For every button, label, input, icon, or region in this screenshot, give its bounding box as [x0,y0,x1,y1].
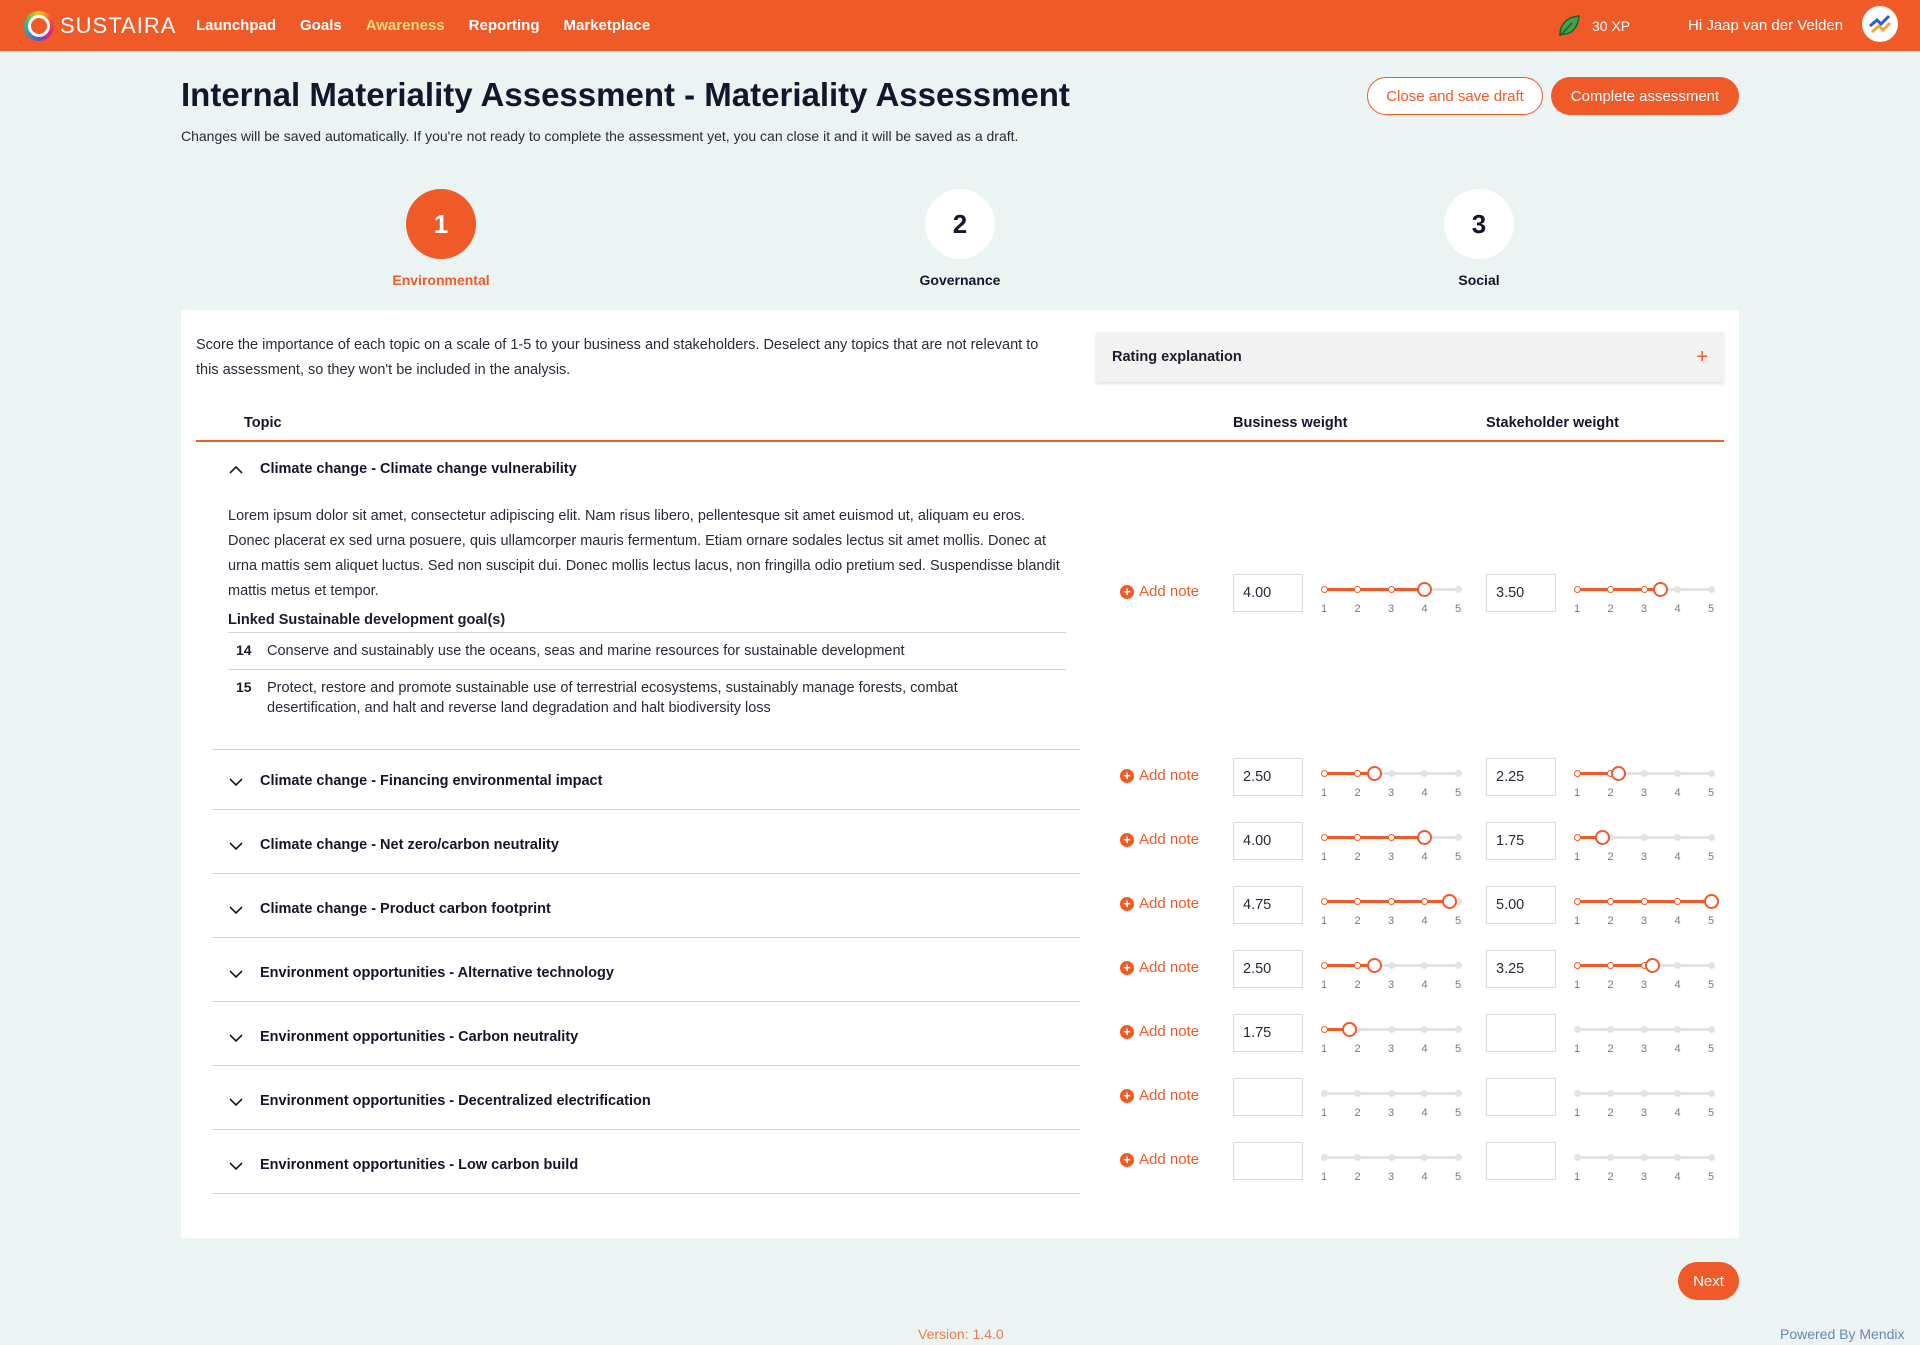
row-divider [212,873,1080,874]
slider-tick-label: 3 [1387,1043,1395,1055]
slider-step-dot [1708,1026,1715,1033]
add-note-button[interactable] [1120,1151,1199,1168]
slider-step-dot [1455,1090,1462,1097]
slider-tick-label: 1 [1320,851,1328,863]
slider-tick-label: 3 [1387,851,1395,863]
slider-step-dot [1641,1090,1648,1097]
xp-value: 30 XP [1592,18,1631,34]
chevron-down-icon[interactable] [228,1158,244,1174]
slider-tick-label: 1 [1573,1107,1581,1119]
brand-logo[interactable] [24,10,176,42]
slider-thumb[interactable] [1653,582,1668,597]
sdg-text: Protect, restore and promote sustainable use of terrestrial ecosystems, sustainably manage forests, combat desertification, and halt and reverse land degradation and halt biodiversity loss [267,680,958,716]
business-weight-slider[interactable] [1320,1149,1460,1185]
chevron-down-icon[interactable] [228,966,244,982]
sdg-divider [228,632,1066,633]
complete-assessment-button[interactable]: Complete assessment [1551,77,1739,115]
plus-circle-icon: + [1120,585,1134,599]
step-label: Social [1458,272,1500,288]
slider-tick-label: 3 [1387,979,1395,991]
slider-step-dot [1421,1026,1428,1033]
chevron-down-icon[interactable] [228,902,244,918]
slider-tick-label: 2 [1354,1171,1361,1183]
chevron-down-icon[interactable] [228,1094,244,1110]
slider-step-dot [1607,898,1614,905]
business-weight-input[interactable]: 1.75 [1233,1014,1303,1052]
slider-thumb[interactable] [1704,894,1719,909]
slider-tick-label: 2 [1354,1107,1361,1119]
step-governance[interactable] [860,189,1060,288]
page-title: Internal Materiality Assessment - Materiality Assessment [181,76,1070,113]
add-note-label: Add note [1139,583,1200,600]
slider-step-dot [1708,1090,1715,1097]
business-weight-slider[interactable] [1320,829,1460,865]
plus-circle-icon: + [1120,1025,1134,1039]
stakeholder-weight-input[interactable]: 1.75 [1486,822,1556,860]
slider-tick-label: 1 [1573,979,1581,991]
version-label: Version: 1.4.0 [918,1326,1004,1342]
slider-tick-label: 1 [1573,851,1581,863]
slider-step-dot [1641,1154,1648,1161]
slider-tick-label: 2 [1354,603,1361,615]
slider-tick-label: 4 [1421,1171,1428,1183]
business-weight-slider[interactable] [1320,581,1460,617]
slider-step-dot [1421,898,1428,905]
step-number: 1 [406,189,476,259]
slider-tick-label: 1 [1320,1043,1328,1055]
slider-thumb[interactable] [1367,766,1382,781]
row-divider [212,809,1080,810]
slider-tick-label: 5 [1707,979,1715,991]
slider-tick-label: 4 [1674,915,1681,927]
slider-tick-label: 1 [1320,603,1328,615]
slider-step-dot [1574,834,1581,841]
slider-fill [1577,588,1661,591]
slider-step-dot [1674,962,1681,969]
slider-tick-label: 5 [1454,1043,1462,1055]
business-weight-input[interactable]: 4.00 [1233,574,1303,612]
slider-step-dot [1421,770,1428,777]
slider-tick-label: 5 [1454,1171,1462,1183]
slider-tick-label: 2 [1607,1107,1614,1119]
slider-step-dot [1321,962,1328,969]
add-note-label: Add note [1139,1151,1200,1168]
slider-step-dot [1641,834,1648,841]
sdg-title: Linked Sustainable development goal(s) [228,612,506,628]
slider-step-dot [1354,1154,1361,1161]
slider-tick-label: 2 [1354,787,1361,799]
slider-step-dot [1321,1154,1328,1161]
slider-tick-label: 4 [1421,787,1428,799]
slider-tick-label: 4 [1421,979,1428,991]
business-weight-input[interactable] [1233,1142,1303,1180]
add-note-button[interactable] [1120,1023,1199,1040]
slider-tick-label: 2 [1354,851,1361,863]
business-weight-slider[interactable] [1320,1085,1460,1121]
slider-tick-label: 4 [1674,787,1681,799]
add-note-label: Add note [1139,895,1200,912]
slider-tick-label: 3 [1640,787,1648,799]
plus-circle-icon: + [1120,769,1134,783]
slider-tick-label: 5 [1707,603,1715,615]
column-header-topic: Topic [244,415,282,431]
slider-tick-label: 3 [1640,851,1648,863]
chevron-down-icon[interactable] [228,774,244,790]
slider-tick-label: 5 [1707,1171,1715,1183]
slider-thumb[interactable] [1342,1022,1357,1037]
slider-step-dot [1354,898,1361,905]
slider-tick-label: 3 [1387,915,1395,927]
slider-step-dot [1388,770,1395,777]
slider-step-dot [1388,1026,1395,1033]
slider-step-dot [1421,962,1428,969]
row-divider [212,1001,1080,1002]
slider-step-dot [1607,586,1614,593]
close-and-save-draft-button[interactable]: Close and save draft [1367,77,1543,115]
slider-step-dot [1574,1090,1581,1097]
slider-tick-label: 5 [1707,1043,1715,1055]
slider-tick-label: 5 [1707,851,1715,863]
topic-description: Lorem ipsum dolor sit amet, consectetur adipiscing elit. Nam risus libero, pellentesque sit amet euismod ut, aliquam eu eros. Donec placerat ex sed urna posuere, quis ullamcorper mauris fermentum. Etiam ornare sodales lectus sit amet mollis. Donec at urna mattis sem aliquet luctus. Sed non suscipit dui. Donec mollis lectus lacus, non fringilla odio pretium sed. Suspendisse blandit mattis metus et tempor. [228,508,1060,599]
slider-step-dot [1574,586,1581,593]
stakeholder-weight-input[interactable] [1486,1078,1556,1116]
slider-step-dot [1574,898,1581,905]
slider-thumb[interactable] [1417,582,1432,597]
step-label: Governance [919,272,1001,288]
sdg-divider [228,669,1066,670]
slider-tick-label: 5 [1454,915,1462,927]
slider-tick-label: 3 [1387,1107,1395,1119]
slider-tick-label: 3 [1387,787,1395,799]
row-divider [212,1065,1080,1066]
topic-title[interactable]: Climate change - Financing environmental impact [260,773,603,789]
slider-tick-label: 2 [1607,979,1614,991]
slider-step-dot [1321,834,1328,841]
main-menu [196,0,674,51]
slider-step-dot [1455,1026,1462,1033]
stakeholder-weight-slider[interactable] [1573,957,1713,993]
slider-tick-label: 4 [1674,1043,1681,1055]
business-weight-slider[interactable] [1320,1021,1460,1057]
slider-tick-label: 4 [1421,603,1428,615]
top-nav [0,0,1920,51]
nav-item-reporting[interactable]: Reporting [468,17,540,34]
slider-thumb[interactable] [1611,766,1626,781]
powered-by-label[interactable]: Powered By Mendix [1780,1326,1905,1342]
row-divider [212,1193,1080,1194]
intro-text: Score the importance of each topic on a scale of 1-5 to your business and stakeholders. Deselect any topics that are not relevant to this assessment, so they won't be included in the analysis. [196,337,1039,378]
add-note-button[interactable] [1120,583,1199,600]
business-weight-slider[interactable] [1320,893,1460,929]
slider-fill [1324,900,1450,903]
slider-step-dot [1354,962,1361,969]
add-note-button[interactable] [1120,831,1199,848]
row-divider [212,749,1080,750]
topic-title[interactable]: Environment opportunities - Low carbon build [260,1157,579,1173]
chevron-down-icon[interactable] [228,1030,244,1046]
slider-tick-label: 5 [1707,787,1715,799]
row-divider [212,1129,1080,1130]
plus-circle-icon: + [1120,1089,1134,1103]
slider-step-dot [1708,586,1715,593]
add-note-button[interactable] [1120,767,1199,784]
slider-step-dot [1455,834,1462,841]
slider-step-dot [1455,770,1462,777]
stakeholder-weight-input[interactable]: 3.25 [1486,950,1556,988]
slider-step-dot [1455,1154,1462,1161]
add-note-label: Add note [1139,831,1200,848]
header-divider [196,440,1724,442]
stakeholder-weight-slider[interactable] [1573,1085,1713,1121]
slider-step-dot [1708,962,1715,969]
slider-step-dot [1388,834,1395,841]
slider-tick-label: 1 [1320,1171,1328,1183]
sdg-text: Conserve and sustainably use the oceans, seas and marine resources for sustainable development [267,643,905,659]
slider-tick-label: 1 [1320,979,1328,991]
rating-explanation-accordion[interactable] [1096,332,1724,382]
slider-step-dot [1388,962,1395,969]
slider-tick-label: 3 [1640,1171,1648,1183]
slider-tick-label: 1 [1573,787,1581,799]
topic-title[interactable]: Environment opportunities - Alternative technology [260,965,614,981]
slider-step-dot [1321,770,1328,777]
stakeholder-weight-slider[interactable] [1573,581,1713,617]
slider-tick-label: 5 [1454,787,1462,799]
stakeholder-weight-slider[interactable] [1573,1021,1713,1057]
slider-tick-label: 4 [1674,979,1681,991]
slider-step-dot [1354,834,1361,841]
business-weight-slider[interactable] [1320,765,1460,801]
slider-tick-label: 4 [1421,1043,1428,1055]
slider-step-dot [1674,586,1681,593]
slider-step-dot [1388,1154,1395,1161]
slider-step-dot [1607,962,1614,969]
slider-step-dot [1641,586,1648,593]
business-weight-input[interactable]: 2.50 [1233,758,1303,796]
slider-tick-label: 4 [1421,915,1428,927]
column-header-business-weight: Business weight [1233,415,1348,431]
plus-circle-icon: + [1120,897,1134,911]
slider-step-dot [1674,1026,1681,1033]
slider-step-dot [1641,1026,1648,1033]
slider-tick-label: 4 [1674,1171,1681,1183]
slider-step-dot [1674,898,1681,905]
slider-step-dot [1708,1154,1715,1161]
add-note-button[interactable] [1120,1087,1199,1104]
plus-circle-icon: + [1120,833,1134,847]
slider-tick-label: 1 [1320,1107,1328,1119]
slider-step-dot [1607,1026,1614,1033]
slider-step-dot [1321,586,1328,593]
slider-step-dot [1321,1090,1328,1097]
slider-tick-label: 2 [1607,851,1614,863]
slider-tick-label: 4 [1674,851,1681,863]
stakeholder-weight-slider[interactable] [1573,893,1713,929]
slider-tick-label: 3 [1387,603,1395,615]
plus-icon[interactable]: + [1696,345,1708,368]
business-weight-input[interactable]: 4.75 [1233,886,1303,924]
rating-explanation-title: Rating explanation [1112,349,1242,365]
plus-circle-icon: + [1120,1153,1134,1167]
slider-step-dot [1574,770,1581,777]
slider-tick-label: 2 [1354,979,1361,991]
slider-tick-label: 4 [1421,851,1428,863]
slider-thumb[interactable] [1442,894,1457,909]
slider-step-dot [1455,962,1462,969]
sdg-number: 15 [236,679,252,695]
slider-step-dot [1674,770,1681,777]
slider-tick-label: 2 [1607,915,1614,927]
slider-step-dot [1607,1154,1614,1161]
slider-tick-label: 2 [1354,1043,1361,1055]
nav-item-goals[interactable]: Goals [300,17,342,34]
slider-fill [1324,588,1425,591]
slider-tick-label: 5 [1707,1107,1715,1119]
stakeholder-weight-input[interactable]: 3.50 [1486,574,1556,612]
slider-step-dot [1607,1090,1614,1097]
page-subtitle: Changes will be saved automatically. If you're not ready to complete the assessment yet, you can close it and it will be saved as a draft. [181,128,1019,144]
slider-step-dot [1421,1154,1428,1161]
topic-title[interactable]: Environment opportunities - Decentralized electrification [260,1093,651,1109]
slider-tick-label: 1 [1320,787,1328,799]
slider-fill [1324,836,1425,839]
slider-step-dot [1641,898,1648,905]
column-header-stakeholder-weight: Stakeholder weight [1486,415,1619,431]
slider-step-dot [1354,586,1361,593]
slider-step-dot [1388,898,1395,905]
slider-step-dot [1708,834,1715,841]
slider-tick-label: 5 [1454,603,1462,615]
slider-tick-label: 5 [1454,1107,1462,1119]
slider-step-dot [1674,1154,1681,1161]
sdg-number: 14 [236,642,252,658]
slider-tick-label: 1 [1573,603,1581,615]
slider-tick-label: 2 [1607,603,1614,615]
slider-tick-label: 3 [1640,1043,1648,1055]
topic-title[interactable]: Climate change - Net zero/carbon neutrality [260,837,559,853]
add-note-button[interactable] [1120,895,1199,912]
slider-thumb[interactable] [1417,830,1432,845]
slider-step-dot [1708,770,1715,777]
slider-tick-label: 3 [1640,979,1648,991]
slider-tick-label: 1 [1573,1043,1581,1055]
add-note-label: Add note [1139,959,1200,976]
add-note-label: Add note [1139,1023,1200,1040]
slider-tick-label: 5 [1454,851,1462,863]
business-weight-input[interactable]: 2.50 [1233,950,1303,988]
stakeholder-weight-input[interactable]: 2.25 [1486,758,1556,796]
stakeholder-weight-input[interactable] [1486,1142,1556,1180]
slider-tick-label: 3 [1640,603,1648,615]
slider-tick-label: 2 [1607,1171,1614,1183]
sustaira-logo-icon [24,11,54,41]
slider-step-dot [1574,962,1581,969]
stakeholder-weight-input[interactable]: 5.00 [1486,886,1556,924]
slider-tick-label: 1 [1573,915,1581,927]
slider-tick-label: 2 [1607,1043,1614,1055]
nav-item-launchpad[interactable]: Launchpad [196,17,277,34]
slider-step-dot [1674,834,1681,841]
business-weight-input[interactable] [1233,1078,1303,1116]
slider-step-dot [1321,898,1328,905]
slider-tick-label: 2 [1607,787,1614,799]
slider-thumb[interactable] [1367,958,1382,973]
nav-item-marketplace[interactable]: Marketplace [563,17,651,34]
slider-tick-label: 3 [1640,915,1648,927]
slider-step-dot [1574,1154,1581,1161]
chevron-down-icon[interactable] [228,838,244,854]
slider-step-dot [1641,770,1648,777]
slider-tick-label: 4 [1421,1107,1428,1119]
brand-name: SUSTAIRA [60,13,177,38]
slider-step-dot [1354,1090,1361,1097]
slider-step-dot [1574,1026,1581,1033]
avatar-icon [1867,11,1893,37]
slider-step-dot [1321,1026,1328,1033]
step-number: 2 [925,189,995,259]
topic-title[interactable]: Climate change - Product carbon footprint [260,901,551,917]
plus-circle-icon: + [1120,961,1134,975]
slider-tick-label: 3 [1640,1107,1648,1119]
row-divider [212,937,1080,938]
slider-tick-label: 1 [1573,1171,1581,1183]
slider-tick-label: 5 [1454,979,1462,991]
slider-step-dot [1388,1090,1395,1097]
user-greeting[interactable]: Hi Jaap van der Velden [1688,17,1844,34]
nav-item-awareness[interactable]: Awareness [365,17,445,34]
slider-step-dot [1388,586,1395,593]
step-environmental[interactable] [341,189,541,288]
user-avatar[interactable] [1862,6,1898,42]
business-weight-slider[interactable] [1320,957,1460,993]
slider-tick-label: 4 [1674,603,1681,615]
business-weight-input[interactable]: 4.00 [1233,822,1303,860]
slider-tick-label: 5 [1707,915,1715,927]
slider-tick-label: 2 [1354,915,1361,927]
slider-thumb[interactable] [1645,958,1660,973]
step-label: Environmental [392,272,490,288]
step-number: 3 [1444,189,1514,259]
slider-tick-label: 1 [1320,915,1328,927]
topic-title[interactable]: Environment opportunities - Carbon neutrality [260,1029,579,1045]
stakeholder-weight-slider[interactable] [1573,765,1713,801]
next-button[interactable]: Next [1678,1262,1739,1300]
add-note-label: Add note [1139,1087,1200,1104]
slider-tick-label: 3 [1387,1171,1395,1183]
add-note-button[interactable] [1120,959,1199,976]
topic-title[interactable]: Climate change - Climate change vulnerability [260,461,577,477]
leaf-icon [1556,13,1582,39]
stakeholder-weight-slider[interactable] [1573,829,1713,865]
step-social[interactable] [1379,189,1579,288]
stakeholder-weight-slider[interactable] [1573,1149,1713,1185]
slider-tick-label: 4 [1674,1107,1681,1119]
slider-step-dot [1674,1090,1681,1097]
stakeholder-weight-input[interactable] [1486,1014,1556,1052]
xp-counter [1556,13,1630,39]
add-note-label: Add note [1139,767,1200,784]
slider-step-dot [1455,586,1462,593]
chevron-up-icon[interactable] [228,462,244,478]
slider-step-dot [1421,1090,1428,1097]
slider-thumb[interactable] [1595,830,1610,845]
slider-step-dot [1354,770,1361,777]
